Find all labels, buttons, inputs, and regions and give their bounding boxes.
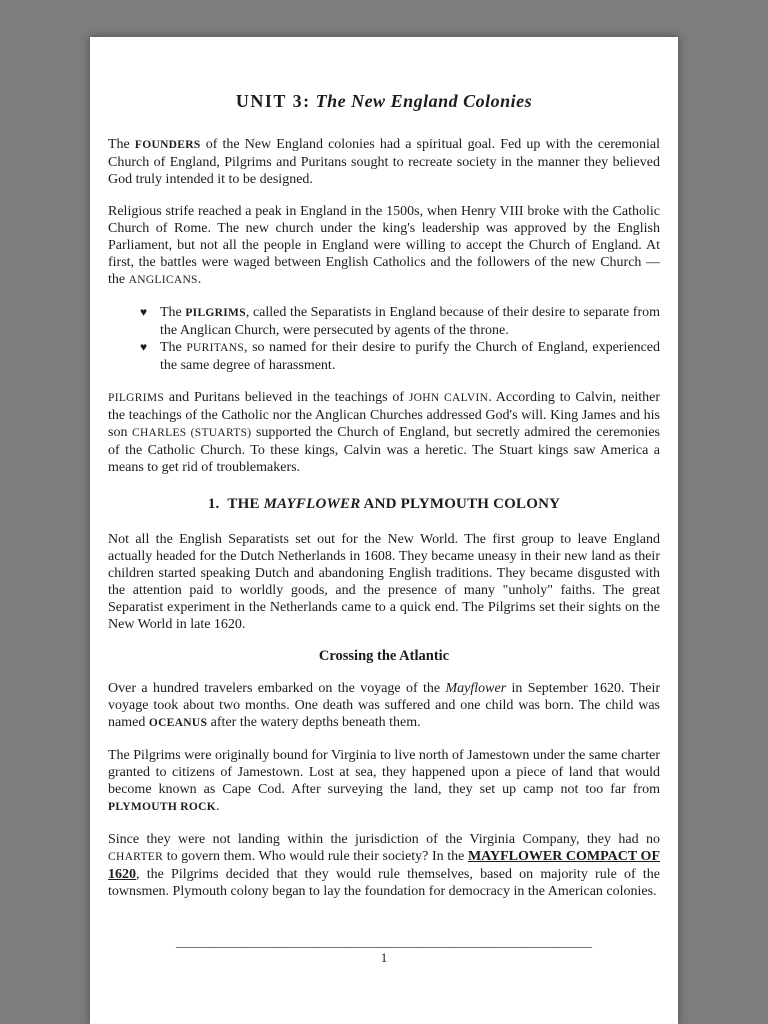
title-prefix: UNIT 3: (235, 91, 311, 111)
page-footer (90, 936, 678, 966)
text-run: Not all the English Separatists set out for the New World. The first group to leave England actually headed for the Dutch Netherlands in 1608. They became uneasy in their new land as their children started speaking Dutch and abandoning English traditions. They became disgusted with the attention paid to worldly goods, and the presence of many "unholy" faiths. The great Separatist experiment in the Netherlands came to a quick end. The Pilgrims set their sights on the New World in late 1620. (108, 532, 660, 632)
paragraph-cape-cod (108, 747, 660, 816)
paragraph-mayflower-compact (108, 831, 660, 900)
paragraph-founders (108, 136, 660, 188)
document-page (90, 37, 678, 1024)
text-run: Crossing the Atlantic (318, 648, 450, 664)
text-run: PLYMOUTH ROCK (108, 801, 216, 813)
text-run: The (108, 137, 135, 152)
text-run: The (160, 340, 187, 355)
paragraph-calvin (108, 389, 660, 476)
text-run: in September 1620. Their voyage took about two months. One death was suffered and one child was born. The child was named (108, 681, 660, 730)
list-item (140, 339, 660, 374)
text-run: MAYFLOWER (263, 496, 361, 512)
text-run: and Puritans believed in the teachings of (164, 390, 409, 405)
text-run: , called the Separatists in England because of their desire to separate from the Anglican Church, were persecuted by agents of the throne. (160, 305, 661, 338)
text-run: Since they were not landing within the jurisdiction of the Virginia Company, they had no (108, 832, 660, 847)
text-run: The Pilgrims were originally bound for Virginia to live north of Jamestown under the same charter granted to citizens of Jamestown. Lost at sea, they happened upon a piece of land that would become known as Cape Cod. After surveying the land, they set up camp not too far from (108, 748, 660, 797)
text-run: . (215, 799, 220, 814)
text-run: . According to Calvin, neither the teachings of the Catholic nor the Anglican Churches addressed God's will. King James and his son (108, 390, 660, 440)
text-run: ANGLICANS (128, 274, 198, 286)
text-run: after the watery depths beneath them. (207, 715, 421, 730)
text-run: , the Pilgrims decided that they would rule themselves, based on majority rule of the townsmen. Plymouth colony began to lay the foundation for democracy in the American colonies. (108, 867, 660, 899)
list-item (140, 304, 660, 339)
paragraph-religious-strife (108, 203, 660, 289)
text-run: Religious strife reached a peak in England in the 1500s, when Henry VIII broke with the Catholic Church of Rome. The new church under the king's leadership was approved by the English Parliament, but not all the people in England were willing to accept the Church of England. At first, the battles were waged between English Catholics and the followers of the new Church — the (108, 204, 660, 287)
text-run: OCEANUS (148, 717, 208, 729)
text-run: CHARTER (108, 851, 164, 863)
bullet-text-puritans (160, 339, 660, 374)
bullet-list (140, 304, 660, 374)
text-run: , so named for their desire to purify the Church of England, experienced the same degree of harassment. (160, 340, 660, 373)
page-title (108, 91, 660, 112)
text-run: JOHN CALVIN (408, 392, 489, 404)
paragraph-voyage (108, 680, 660, 732)
footer-rule: ________________________________________________________________ (176, 934, 592, 949)
text-run: to govern them. Who would rule their society? In the (163, 849, 468, 864)
page-number: 1 (380, 950, 388, 965)
text-run: PURITANS (186, 342, 245, 354)
title-rest: The New England Colonies (310, 91, 533, 111)
heart-bullet-icon: ♥ (140, 340, 148, 354)
text-run: of the New England colonies had a spiritual goal. Fed up with the ceremonial Church of England, Pilgrims and Puritans sought to recreate society in the manner they believed God truly intended it to be designed. (108, 137, 661, 187)
text-run: supported the Church of England, but secretly admired the ceremonies of the Catholic Church. To these kings, Calvin was a heretic. The Stuart kings saw America a means to get rid of troublemakers. (108, 425, 660, 475)
text-run: CHARLES (STUARTS) (131, 427, 252, 439)
section-heading-mayflower (108, 496, 660, 513)
text-run: MAYFLOWER COMPACT OF 1620 (108, 849, 660, 882)
text-run: PILGRIMS (185, 307, 246, 319)
page-content (90, 37, 678, 900)
text-run: The (160, 305, 186, 320)
text-run: 1. THE (207, 496, 264, 512)
text-run: Over a hundred travelers embarked on the voyage of the (108, 681, 446, 696)
text-run: FOUNDERS (134, 139, 201, 151)
subsection-heading-crossing (108, 648, 660, 665)
bullet-text-pilgrims (160, 304, 660, 339)
text-run: PILGRIMS (108, 392, 165, 404)
text-run: AND PLYMOUTH COLONY (360, 496, 561, 512)
paragraph-separatists (108, 531, 660, 633)
heart-bullet-icon: ♥ (140, 305, 148, 319)
text-run: Mayflower (445, 681, 507, 696)
text-run: . (197, 272, 202, 287)
